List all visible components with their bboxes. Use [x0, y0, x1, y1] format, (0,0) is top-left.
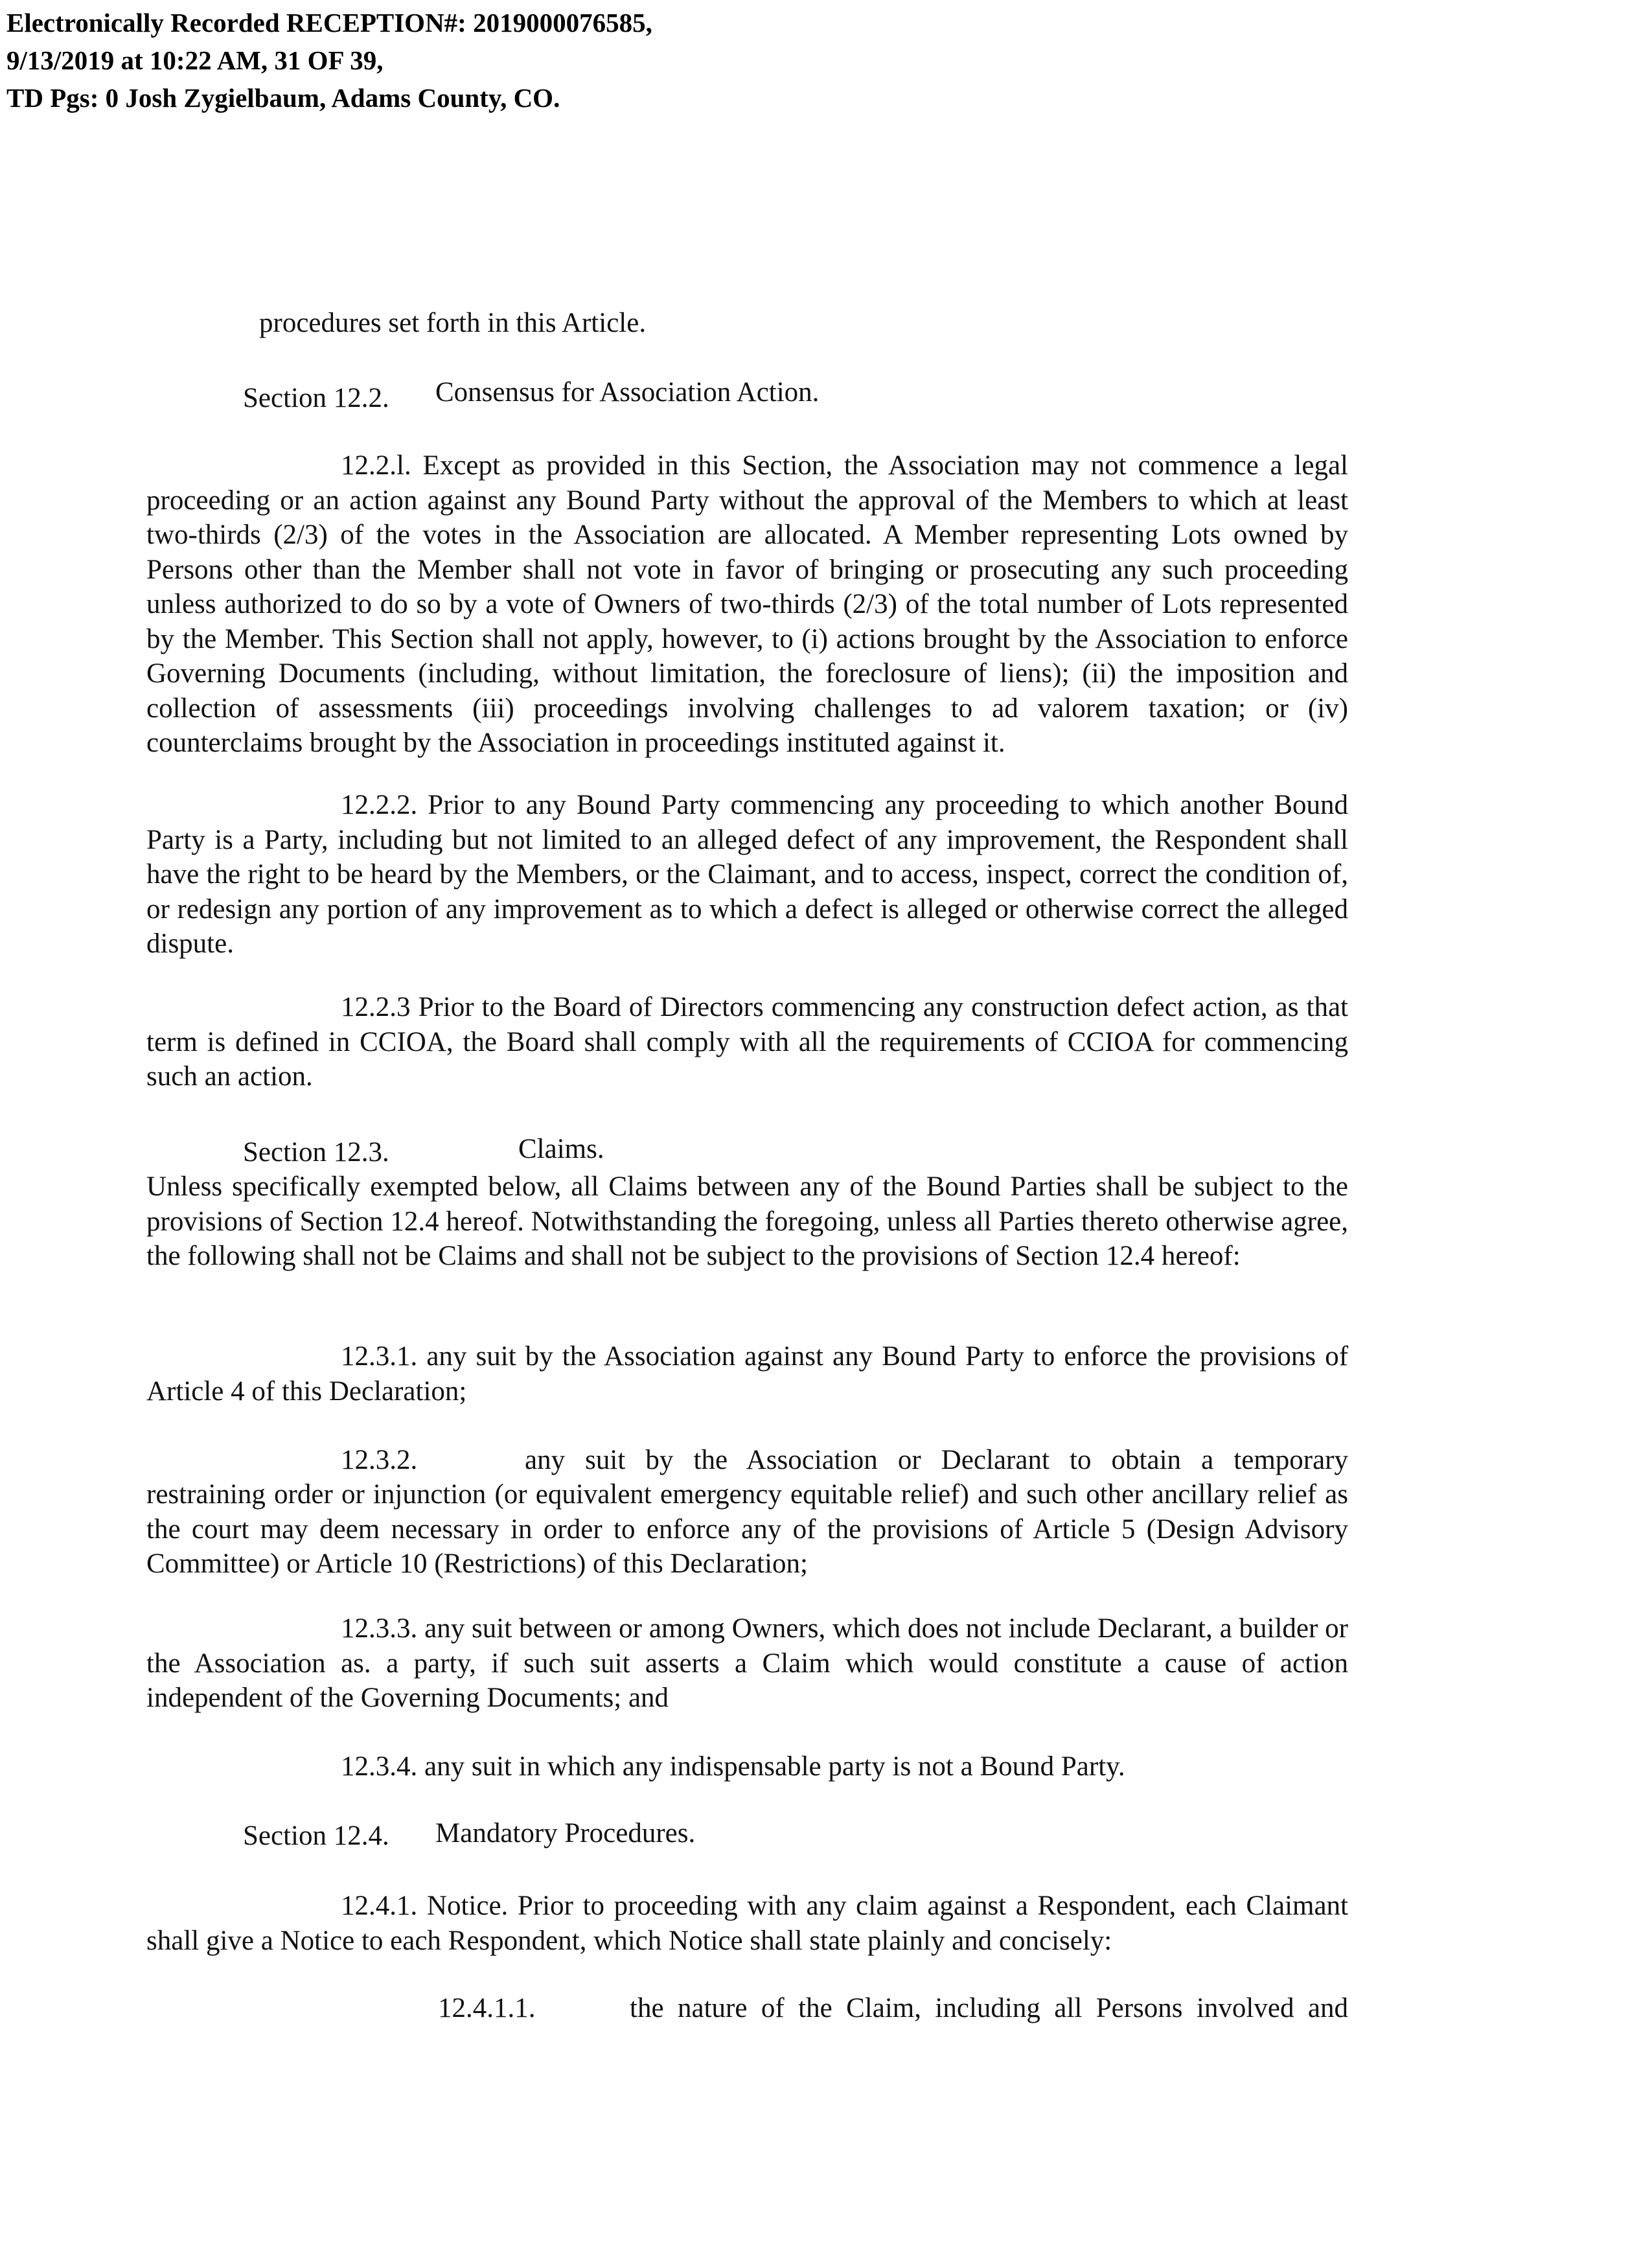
paragraph-12-2-1 — [146, 448, 1348, 761]
paragraph-12-4-1 — [146, 1889, 1348, 1958]
section-12-3-intro: Unless specifically exempted below, all Claims between any of the Bound Parties shall be subject to the provisions of Section 12.4 hereof. Notwithstanding the foregoing, unless all Parties thereto otherwise agree, the following shall not be Claims and shall not be subject to the provisions of Section 12.4 hereof: — [146, 1171, 1348, 1271]
paragraph-12-2-2-text: Prior to any Bound Party commencing any proceeding to which another Bound Party is a Party, including but not limited to an alleged defect of any improvement, the Respondent shall have the right to be heard by the Members, or the Claimant, and to access, inspect, correct the condition of, or redesign any portion of any improvement as to which a defect is alleged or otherwise correct the alleged dispute. — [146, 790, 1349, 959]
paragraph-12-3-3-number: 12.3.3. — [341, 1613, 418, 1644]
paragraph-12-3-4-text: any suit in which any indispensable party is not a Bound Party. — [424, 1751, 1125, 1782]
recording-stamp — [6, 4, 652, 117]
stamp-line-1: Electronically Recorded RECEPTION#: 2019000076585, — [6, 8, 652, 38]
paragraph-12-3-2-text: restraining order or injunction (or equivalent emergency equitable relief) and such other ancillary relief as the court may deem necessary in order to enforce any of the provisions of Article 5 (Design Advisory Committee) or Article 10 (Restrictions) of this Declaration; — [146, 1479, 1348, 1579]
stamp-line-3: TD Pgs: 0 Josh Zygielbaum, Adams County, CO. — [6, 83, 560, 113]
paragraph-12-3-3-text: any suit between or among Owners, which does not include Declarant, a builder or the Association as. a party, if such suit asserts a Claim which would constitute a cause of action independent of the Governing Documents; and — [146, 1613, 1349, 1713]
paragraph-12-2-3-number: 12.2.3 — [341, 992, 411, 1022]
section-12-3-title: Claims. — [518, 1134, 604, 1164]
paragraph-12-2-3 — [146, 990, 1348, 1094]
paragraph-12-3-3 — [146, 1611, 1348, 1716]
section-12-4-title: Mandatory Procedures. — [435, 1818, 696, 1848]
paragraph-12-3-4-number: 12.3.4. — [341, 1751, 418, 1782]
paragraph-12-3-4 — [146, 1749, 1348, 1784]
section-12-2-title: Consensus for Association Action. — [435, 377, 820, 408]
section-12-4-number: Section 12.4. — [243, 1821, 389, 1851]
paragraph-12-2-1-text: Except as provided in this Section, the Association may not commence a legal proceeding or an action against any Bound Party without the approval of the Members to which at least two-thirds (2/3) of the votes in the Association are allocated. A Member representing Lots owned by Persons other than the Member shall not vote in favor of bringing or prosecuting any such proceeding unless authorized to do so by a vote of Owners of two-thirds (2/3) of the total number of Lots represented by the Member. This Section shall not apply, however, to (i) actions brought by the Association to enforce Governing Documents (including, without limitation, the foreclosure of liens); (ii) the imposition and collection of assessments (iii) proceedings involving challenges to ad valorem taxation; or (iv) counterclaims brought by the Association in proceedings instituted against it. — [146, 450, 1348, 758]
paragraph-12-2-3-text: Prior to the Board of Directors commencing any construction defect action, as that term is defined in CCIOA, the Board shall comply with all the requirements of CCIOA for commencing such an action. — [146, 992, 1348, 1092]
paragraph-12-3-1 — [146, 1339, 1348, 1409]
paragraph-12-3-1-text: any suit by the Association against any Bound Party to enforce the provisions of Article 4 of this Declaration; — [146, 1341, 1349, 1407]
paragraph-12-3-2-number: 12.3.2. — [341, 1445, 418, 1475]
paragraph-12-3-1-number: 12.3.1. — [341, 1341, 418, 1372]
paragraph-12-4-1-text: Notice. Prior to proceeding with any claim against a Respondent, each Claimant shall give a Notice to each Respondent, which Notice shall state plainly and concisely: — [146, 1891, 1348, 1956]
paragraph-12-2-2 — [146, 788, 1348, 961]
paragraph-12-4-1-1-number: 12.4.1.1. — [438, 1993, 536, 2023]
section-12-3-number: Section 12.3. — [243, 1137, 389, 1168]
continuation-line: procedures set forth in this Article. — [259, 308, 647, 338]
paragraph-12-2-1-number: 12.2.l. — [341, 450, 411, 481]
paragraph-12-2-2-number: 12.2.2. — [341, 790, 418, 820]
paragraph-12-4-1-1-text: the nature of the Claim, including all Persons involved and — [630, 1993, 1348, 2023]
stamp-line-2: 9/13/2019 at 10:22 AM, 31 OF 39, — [6, 45, 384, 75]
section-12-2-number: Section 12.2. — [243, 383, 389, 413]
paragraph-12-4-1-number: 12.4.1. — [341, 1891, 418, 1921]
paragraph-12-3-2-first-line: any suit by the Association or Declarant to obtain a temporary — [525, 1445, 1348, 1475]
